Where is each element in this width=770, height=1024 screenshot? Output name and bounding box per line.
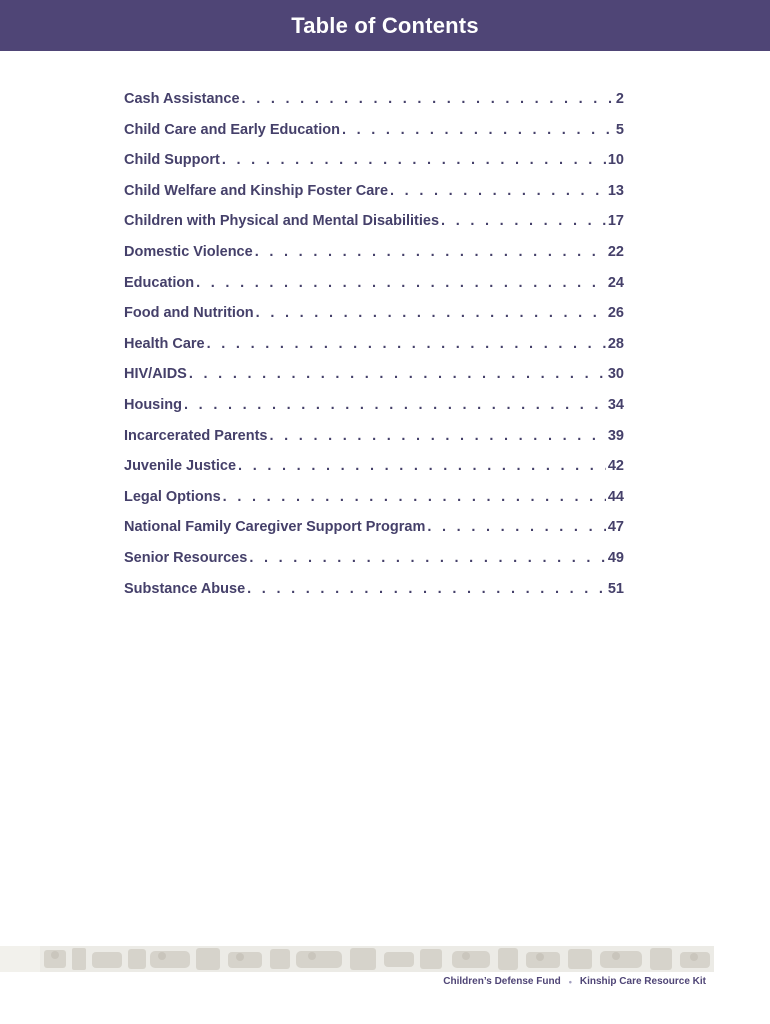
toc-dot-leader: [249, 547, 606, 569]
toc-dot-leader: [247, 578, 606, 600]
toc-entry-title: Incarcerated Parents: [124, 427, 268, 444]
toc-dot-leader: [189, 363, 606, 385]
toc-entry-page-number: 49: [607, 549, 624, 566]
toc-dot-leader: [342, 119, 614, 141]
toc-entry-page-number: 17: [607, 213, 624, 230]
toc-dot-leader: [223, 486, 606, 508]
toc-entry[interactable]: [124, 210, 624, 241]
toc-entry-title: Child Care and Early Education: [124, 121, 340, 138]
toc-entry-title: Housing: [124, 396, 182, 413]
toc-entry[interactable]: [124, 333, 624, 364]
toc-dot-leader: [184, 394, 606, 416]
toc-entry-page-number: 5: [615, 121, 624, 138]
toc-entry-title: National Family Caregiver Support Program: [124, 519, 426, 536]
toc-entry[interactable]: [124, 425, 624, 456]
toc-entry[interactable]: [124, 578, 624, 609]
toc-entry-page-number: 39: [607, 427, 624, 444]
toc-dot-leader: [269, 425, 605, 447]
toc-entry[interactable]: [124, 516, 624, 547]
toc-dot-leader: [207, 333, 606, 355]
toc-entry-page-number: 22: [607, 243, 624, 260]
toc-entry[interactable]: [124, 486, 624, 517]
toc-entry[interactable]: [124, 363, 624, 394]
footer-organization: Children’s Defense Fund: [443, 976, 561, 987]
toc-entry-page-number: 13: [607, 182, 624, 199]
toc-entry-title: Education: [124, 274, 195, 291]
page-title: Table of Contents: [291, 12, 479, 38]
toc-entry-page-number: 26: [607, 305, 624, 322]
page-footer: [443, 976, 706, 987]
toc-entry-page-number: 2: [615, 91, 624, 107]
toc-entry-page-number: 44: [607, 488, 624, 505]
footer-publication: Kinship Care Resource Kit: [579, 976, 706, 987]
toc-entry-title: Juvenile Justice: [124, 458, 237, 475]
toc-entry-title: Health Care: [124, 335, 205, 352]
toc-dot-leader: [242, 88, 614, 110]
toc-entry[interactable]: [124, 272, 624, 303]
toc-entry-title: Senior Resources: [124, 549, 248, 566]
toc-entry-title: Child Welfare and Kinship Foster Care: [124, 182, 389, 199]
toc-entry[interactable]: [124, 149, 624, 180]
toc-dot-leader: [441, 210, 606, 232]
toc-dot-leader: [256, 302, 606, 324]
table-of-contents: [124, 88, 624, 608]
toc-entry-title: Children with Physical and Mental Disabilities: [124, 213, 440, 230]
toc-entry[interactable]: [124, 241, 624, 272]
toc-entry-title: Domestic Violence: [124, 243, 253, 260]
toc-entry-page-number: 24: [607, 274, 624, 291]
toc-dot-leader: [427, 516, 606, 538]
toc-dot-leader: [196, 272, 606, 294]
toc-entry[interactable]: [124, 119, 624, 150]
toc-entry-title: Substance Abuse: [124, 580, 246, 597]
toc-entry[interactable]: [124, 547, 624, 578]
toc-dot-leader: [222, 149, 606, 171]
toc-entry-title: Legal Options: [124, 488, 221, 505]
footer-separator: •: [568, 976, 572, 987]
toc-entry-page-number: 10: [607, 152, 624, 169]
toc-entry-title: Child Support: [124, 152, 220, 169]
toc-entry[interactable]: [124, 180, 624, 211]
toc-entry[interactable]: [124, 88, 624, 119]
toc-entry-title: Food and Nutrition: [124, 305, 254, 322]
toc-entry[interactable]: [124, 302, 624, 333]
decorative-photo-strip: [0, 946, 714, 972]
toc-entry-page-number: 28: [607, 335, 624, 352]
toc-entry[interactable]: [124, 394, 624, 425]
toc-entry-title: HIV/AIDS: [124, 366, 187, 383]
toc-dot-leader: [390, 180, 606, 202]
toc-entry-page-number: 51: [607, 580, 624, 597]
photo-strip-image: [0, 946, 714, 972]
toc-entry[interactable]: [124, 455, 624, 486]
toc-entry-page-number: 42: [607, 458, 624, 475]
toc-dot-leader: [238, 455, 606, 477]
toc-dot-leader: [255, 241, 606, 263]
toc-entry-title: Cash Assistance: [124, 91, 240, 107]
toc-entry-page-number: 34: [607, 396, 624, 413]
header-banner: [0, 0, 770, 51]
toc-entry-page-number: 47: [607, 519, 624, 536]
toc-entry-page-number: 30: [607, 366, 624, 383]
